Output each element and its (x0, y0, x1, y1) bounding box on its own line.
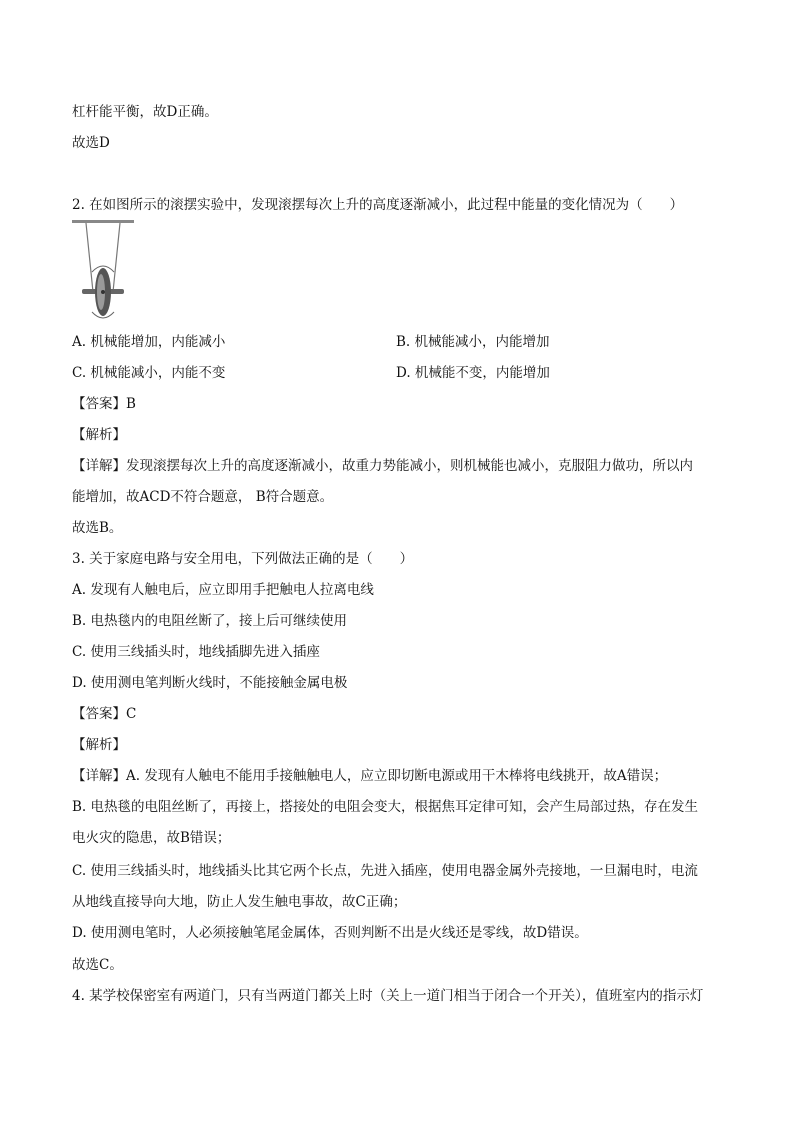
answer-label: 【答案】B (72, 396, 136, 412)
analysis-label: 【解析】 (72, 427, 126, 443)
text-line: 故选C。 (72, 957, 123, 973)
explanation-text: D. 使用测电笔时，人必须接触笔尾金属体，否则判断不出是火线还是零线，故D错误。 (72, 925, 588, 941)
option-a: A. 机械能增加，内能减小 (72, 334, 226, 350)
text-line: 杠杆能平衡，故D正确。 (72, 104, 218, 120)
explanation-text: C. 使用三线插头时，地线插头比其它两个长点，先进入插座，使用电器金属外壳接地，一旦漏电时，电流 (72, 863, 698, 879)
explanation-text: 电火灾的隐患，故B错误； (72, 830, 231, 846)
question-3-stem: 3. 关于家庭电路与安全用电，下列做法正确的是（ ） (72, 551, 414, 567)
option-b: B. 机械能减小，内能增加 (396, 334, 550, 350)
text-line: 故选D (72, 135, 110, 151)
option-a: A. 发现有人触电后，应立即用手把触电人拉离电线 (72, 582, 374, 598)
option-c: C. 机械能减小，内能不变 (72, 365, 226, 381)
explanation-text: B. 电热毯的电阻丝断了，再接上，搭接处的电阻会变大，根据焦耳定律可知，会产生局部过热，存在发生 (72, 799, 699, 815)
text-line: 故选B。 (72, 520, 123, 536)
explanation-text: 【详解】发现滚摆每次上升的高度逐渐减小，故重力势能减小，则机械能也减小，克服阻力做功，所以内 (72, 458, 693, 474)
explanation-text: 【详解】A. 发现有人触电不能用手接触触电人，应立即切断电源或用干木棒将电线挑开，故A错误； (72, 768, 668, 784)
question-4-stem: 4. 某学校保密室有两道门，只有当两道门都关上时（关上一道门相当于闭合一个开关），值班室内的指示灯 (72, 988, 704, 1004)
option-b: B. 电热毯内的电阻丝断了，接上后可继续使用 (72, 613, 348, 629)
option-d: D. 机械能不变，内能增加 (396, 365, 550, 381)
rolling-pendulum-icon (72, 220, 136, 326)
option-d: D. 使用测电笔判断火线时，不能接触金属电极 (72, 675, 348, 691)
analysis-label: 【解析】 (72, 737, 126, 753)
explanation-text: 能增加，故ACD不符合题意， B符合题意。 (72, 489, 334, 505)
answer-label: 【答案】C (72, 706, 137, 722)
explanation-text: 从地线直接导向大地，防止人发生触电事故，故C正确； (72, 894, 407, 910)
option-c: C. 使用三线插头时，地线插脚先进入插座 (72, 644, 320, 660)
question-2-stem: 2. 在如图所示的滚摆实验中，发现滚摆每次上升的高度逐渐减小，此过程中能量的变化情况为（ ） (72, 197, 684, 213)
rolling-pendulum-figure (72, 220, 136, 326)
